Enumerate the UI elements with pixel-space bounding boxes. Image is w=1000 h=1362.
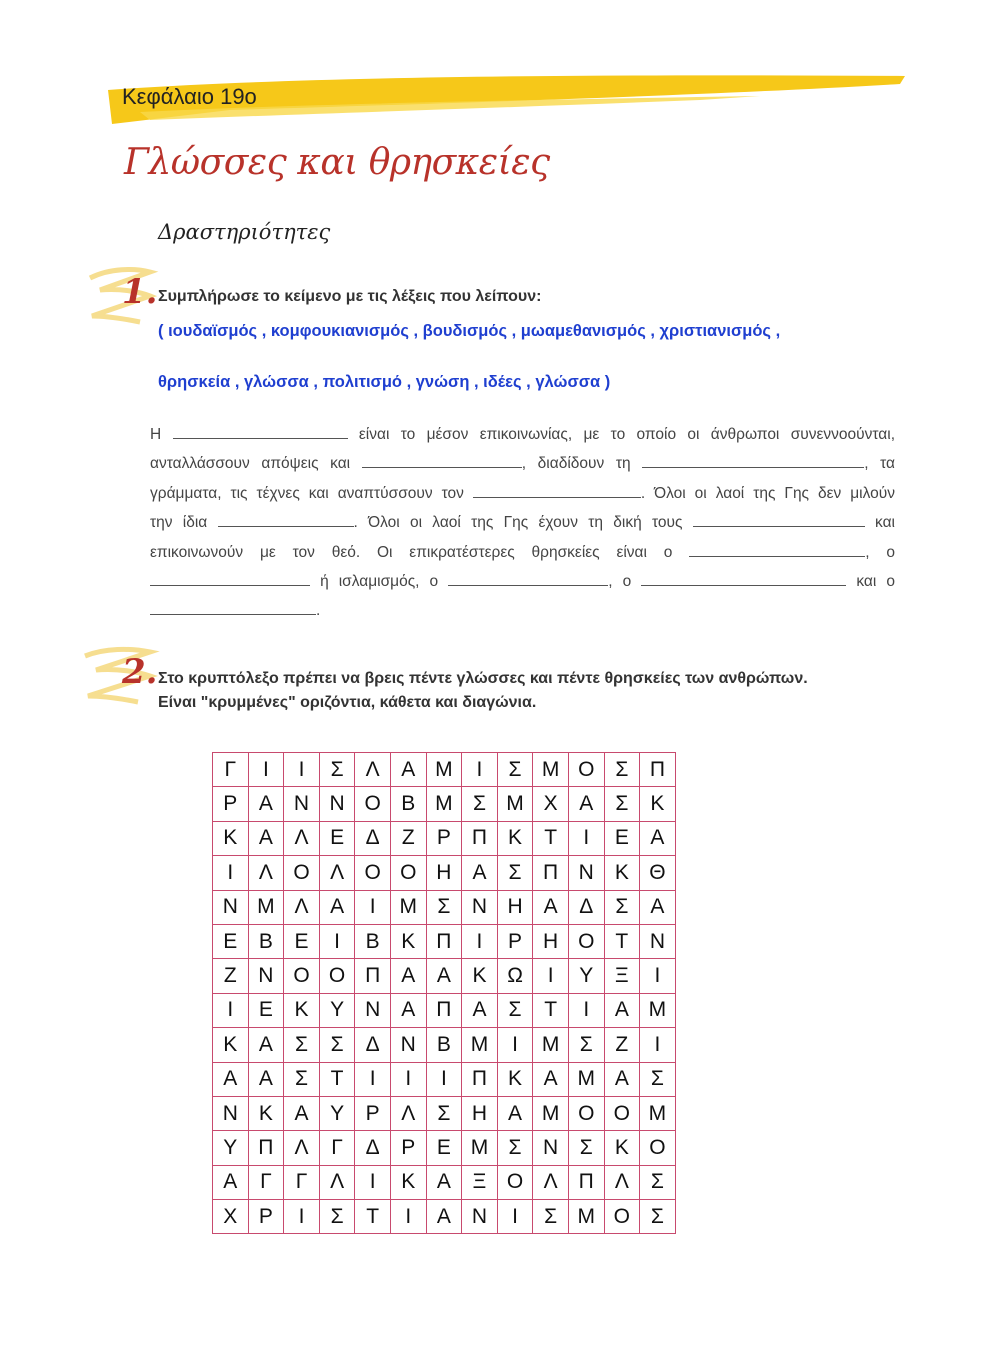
chapter-label: Κεφάλαιο 19ο xyxy=(122,84,257,109)
grid-row xyxy=(213,959,676,993)
grid-cell[interactable]: Κ xyxy=(248,1096,284,1130)
section-subtitle: Δραστηριότητες xyxy=(158,220,331,244)
grid-cell[interactable]: Μ xyxy=(497,787,533,821)
grid-cell[interactable]: Σ xyxy=(640,1165,676,1199)
grid-cell[interactable]: Λ xyxy=(390,1096,426,1130)
grid-cell[interactable]: Μ xyxy=(462,1131,498,1165)
grid-cell[interactable]: Α xyxy=(426,1200,462,1234)
grid-cell[interactable]: Ν xyxy=(355,993,391,1027)
grid-cell[interactable]: Ν xyxy=(390,1028,426,1062)
grid-cell[interactable]: Ι xyxy=(319,924,355,958)
grid-cell[interactable]: Δ xyxy=(568,890,604,924)
grid-cell[interactable]: Β xyxy=(426,1028,462,1062)
grid-cell[interactable]: Τ xyxy=(533,821,569,855)
paragraph-line xyxy=(150,538,895,567)
grid-cell[interactable]: Ο xyxy=(390,856,426,890)
grid-row xyxy=(213,753,676,787)
grid-cell[interactable]: Μ xyxy=(426,787,462,821)
grid-cell[interactable]: Ι xyxy=(568,821,604,855)
grid-cell[interactable]: Π xyxy=(640,753,676,787)
grid-cell[interactable]: Ν xyxy=(213,1096,249,1130)
grid-row xyxy=(213,787,676,821)
blank-field[interactable] xyxy=(448,569,608,586)
grid-cell[interactable]: Τ xyxy=(533,993,569,1027)
grid-cell[interactable]: Β xyxy=(248,924,284,958)
grid-cell[interactable]: Β xyxy=(355,924,391,958)
grid-cell[interactable]: Λ xyxy=(319,1165,355,1199)
grid-cell[interactable]: Λ xyxy=(248,856,284,890)
text-segment: γράμματα, τις τέχνες και αναπτύσσουν τον xyxy=(150,484,464,502)
grid-cell[interactable]: Ι xyxy=(533,959,569,993)
grid-cell[interactable]: Κ xyxy=(390,924,426,958)
grid-cell[interactable]: Ν xyxy=(640,924,676,958)
grid-row xyxy=(213,924,676,958)
grid-cell[interactable]: Σ xyxy=(640,1200,676,1234)
grid-cell[interactable]: Μ xyxy=(533,1028,569,1062)
grid-cell[interactable]: Τ xyxy=(319,1062,355,1096)
text-segment: ή ισλαμισμός, ο xyxy=(320,572,439,590)
grid-cell[interactable]: Ν xyxy=(568,856,604,890)
text-segment: . Όλοι οι λαοί της Γης έχουν τη δική τους xyxy=(353,514,683,532)
grid-cell[interactable]: Α xyxy=(390,959,426,993)
grid-cell[interactable]: Μ xyxy=(390,890,426,924)
grid-cell[interactable]: Α xyxy=(248,787,284,821)
grid-cell[interactable]: Ζ xyxy=(390,821,426,855)
grid-cell[interactable]: Ρ xyxy=(497,924,533,958)
blank-field[interactable] xyxy=(173,422,348,439)
grid-cell[interactable]: Ι xyxy=(390,1200,426,1234)
grid-cell[interactable]: Υ xyxy=(213,1131,249,1165)
grid-cell[interactable]: Ε xyxy=(213,924,249,958)
grid-cell[interactable]: Δ xyxy=(355,1131,391,1165)
text-segment: επικοινωνούν με τον θεό. Οι επικρατέστερες θρησκείες είναι ο xyxy=(150,543,673,561)
activity-2-instruction-line-1: Στο κρυπτόλεξο πρέπει να βρεις πέντε γλώσσες και πέντε θρησκείες των ανθρώπων. xyxy=(158,670,808,687)
grid-cell[interactable]: Κ xyxy=(284,993,320,1027)
grid-cell[interactable]: Ο xyxy=(284,856,320,890)
grid-cell[interactable]: Α xyxy=(533,890,569,924)
grid-cell[interactable]: Σ xyxy=(568,1028,604,1062)
grid-cell[interactable]: Θ xyxy=(640,856,676,890)
paragraph-line xyxy=(150,596,895,625)
grid-cell[interactable]: Ξ xyxy=(604,959,640,993)
blank-field[interactable] xyxy=(642,451,864,468)
grid-cell[interactable]: Π xyxy=(248,1131,284,1165)
grid-cell[interactable]: Α xyxy=(390,753,426,787)
grid-cell[interactable]: Ι xyxy=(355,890,391,924)
grid-cell[interactable]: Ι xyxy=(355,1062,391,1096)
grid-cell[interactable]: Τ xyxy=(604,924,640,958)
blank-field[interactable] xyxy=(641,569,846,586)
grid-cell[interactable]: Ο xyxy=(568,753,604,787)
grid-cell[interactable]: Λ xyxy=(533,1165,569,1199)
grid-cell[interactable]: Ε xyxy=(319,821,355,855)
grid-cell[interactable]: Σ xyxy=(604,890,640,924)
text-segment: , ο xyxy=(865,543,895,561)
grid-cell[interactable]: Λ xyxy=(355,753,391,787)
grid-row xyxy=(213,1096,676,1130)
grid-cell[interactable]: Η xyxy=(533,924,569,958)
grid-cell[interactable]: Ω xyxy=(497,959,533,993)
text-segment: και xyxy=(875,514,895,532)
grid-cell[interactable]: Κ xyxy=(604,1131,640,1165)
grid-cell[interactable]: Α xyxy=(248,821,284,855)
grid-cell[interactable]: Α xyxy=(462,856,498,890)
activity-2-instruction-line-2: Είναι "κρυμμένες" οριζόντια, κάθετα και διαγώνια. xyxy=(158,694,537,711)
grid-cell[interactable]: Ζ xyxy=(604,1028,640,1062)
grid-row xyxy=(213,856,676,890)
grid-cell[interactable]: Λ xyxy=(284,1131,320,1165)
grid-cell[interactable]: Λ xyxy=(284,890,320,924)
grid-cell[interactable]: Α xyxy=(284,1096,320,1130)
grid-cell[interactable]: Α xyxy=(319,890,355,924)
grid-cell[interactable]: Λ xyxy=(604,1165,640,1199)
grid-cell[interactable]: Ι xyxy=(640,1028,676,1062)
grid-cell[interactable]: Α xyxy=(213,1165,249,1199)
grid-cell[interactable]: Α xyxy=(390,993,426,1027)
grid-cell[interactable]: Σ xyxy=(284,1062,320,1096)
grid-cell[interactable]: Α xyxy=(213,1062,249,1096)
grid-cell[interactable]: Π xyxy=(426,993,462,1027)
grid-cell[interactable]: Κ xyxy=(213,1028,249,1062)
grid-cell[interactable]: Κ xyxy=(497,1062,533,1096)
grid-cell[interactable]: Ι xyxy=(390,1062,426,1096)
text-segment: . xyxy=(316,602,321,620)
grid-row xyxy=(213,821,676,855)
grid-cell[interactable]: Α xyxy=(248,1062,284,1096)
grid-cell[interactable]: Ο xyxy=(497,1165,533,1199)
grid-cell[interactable]: Α xyxy=(497,1096,533,1130)
text-segment: την ίδια xyxy=(150,514,208,532)
grid-cell[interactable]: Λ xyxy=(284,821,320,855)
grid-cell[interactable]: Ο xyxy=(284,959,320,993)
blank-field[interactable] xyxy=(362,451,522,468)
grid-cell[interactable]: Σ xyxy=(319,1028,355,1062)
grid-cell[interactable]: Μ xyxy=(640,993,676,1027)
grid-cell[interactable]: Η xyxy=(462,1096,498,1130)
grid-cell[interactable]: Ν xyxy=(462,890,498,924)
grid-cell[interactable]: Ν xyxy=(533,1131,569,1165)
text-segment: Η xyxy=(150,426,162,443)
grid-cell[interactable]: Ι xyxy=(355,1165,391,1199)
grid-cell[interactable]: Π xyxy=(355,959,391,993)
grid-cell[interactable]: Κ xyxy=(213,821,249,855)
word-search-grid xyxy=(212,752,676,1234)
grid-cell[interactable]: Σ xyxy=(426,1096,462,1130)
grid-cell[interactable]: Β xyxy=(390,787,426,821)
grid-cell[interactable]: Α xyxy=(426,1165,462,1199)
grid-cell[interactable]: Ρ xyxy=(355,1096,391,1130)
paragraph-line xyxy=(150,449,895,478)
grid-cell[interactable]: Μ xyxy=(568,1200,604,1234)
grid-cell[interactable]: Α xyxy=(426,959,462,993)
grid-cell[interactable]: Σ xyxy=(497,856,533,890)
grid-cell[interactable]: Κ xyxy=(390,1165,426,1199)
grid-cell[interactable]: Ν xyxy=(319,787,355,821)
grid-cell[interactable]: Π xyxy=(462,821,498,855)
grid-cell[interactable]: Ν xyxy=(248,959,284,993)
grid-cell[interactable]: Ο xyxy=(568,924,604,958)
grid-cell[interactable]: Χ xyxy=(533,787,569,821)
grid-cell[interactable]: Ι xyxy=(568,993,604,1027)
grid-row xyxy=(213,1131,676,1165)
grid-cell[interactable]: Ξ xyxy=(462,1165,498,1199)
grid-cell[interactable]: Ν xyxy=(213,890,249,924)
grid-cell[interactable]: Υ xyxy=(568,959,604,993)
grid-cell[interactable]: Γ xyxy=(213,753,249,787)
grid-cell[interactable]: Ε xyxy=(248,993,284,1027)
grid-cell[interactable]: Ι xyxy=(213,856,249,890)
grid-cell[interactable]: Κ xyxy=(640,787,676,821)
grid-row xyxy=(213,1165,676,1199)
paragraph-line xyxy=(150,567,895,596)
grid-cell[interactable]: Σ xyxy=(568,1131,604,1165)
grid-cell[interactable]: Ο xyxy=(355,856,391,890)
grid-cell[interactable]: Ι xyxy=(284,753,320,787)
text-segment: είναι το μέσον επικοινωνίας, με το οποίο οι άνθρωποι συνεννοούνται, xyxy=(358,426,895,443)
grid-cell[interactable]: Ι xyxy=(248,753,284,787)
activity-1-number: 1. xyxy=(122,272,158,312)
grid-cell[interactable]: Ο xyxy=(319,959,355,993)
grid-cell[interactable]: Α xyxy=(248,1028,284,1062)
grid-cell[interactable]: Ι xyxy=(426,1062,462,1096)
grid-cell[interactable]: Δ xyxy=(355,821,391,855)
grid-cell[interactable]: Μ xyxy=(533,1096,569,1130)
grid-cell[interactable]: Ρ xyxy=(390,1131,426,1165)
grid-cell[interactable]: Ν xyxy=(284,787,320,821)
grid-cell[interactable]: Σ xyxy=(604,787,640,821)
grid-cell[interactable]: Σ xyxy=(604,753,640,787)
grid-cell[interactable]: Ο xyxy=(640,1131,676,1165)
grid-cell[interactable]: Ο xyxy=(355,787,391,821)
grid-cell[interactable]: Ι xyxy=(640,959,676,993)
grid-cell[interactable]: Μ xyxy=(248,890,284,924)
word-bank-line-2: θρησκεία , γλώσσα , πολιτισμό , γνώση , ιδέες , γλώσσα ) xyxy=(158,373,611,391)
grid-cell[interactable]: Ν xyxy=(462,1200,498,1234)
grid-cell[interactable]: Μ xyxy=(568,1062,604,1096)
grid-cell[interactable]: Τ xyxy=(355,1200,391,1234)
grid-cell[interactable]: Η xyxy=(497,890,533,924)
blank-field[interactable] xyxy=(150,569,310,586)
grid-row xyxy=(213,993,676,1027)
grid-cell[interactable]: Η xyxy=(426,856,462,890)
paragraph-line xyxy=(150,479,895,508)
word-bank-line-1: ( ιουδαϊσμός , κομφουκιανισμός , βουδισμός , μωαμεθανισμός , χριστιανισμός , xyxy=(158,322,781,340)
text-segment: , τα xyxy=(864,455,896,473)
blank-field[interactable] xyxy=(150,598,316,615)
grid-cell[interactable]: Σ xyxy=(426,890,462,924)
grid-cell[interactable]: Ι xyxy=(462,753,498,787)
grid-cell[interactable]: Α xyxy=(604,1062,640,1096)
grid-cell[interactable]: Ο xyxy=(604,1200,640,1234)
grid-cell[interactable]: Ε xyxy=(284,924,320,958)
grid-cell[interactable]: Κ xyxy=(462,959,498,993)
grid-cell[interactable]: Π xyxy=(426,924,462,958)
grid-cell[interactable]: Ρ xyxy=(426,821,462,855)
text-segment: , ο xyxy=(608,572,632,590)
grid-cell[interactable]: Σ xyxy=(497,753,533,787)
grid-cell[interactable]: Κ xyxy=(497,821,533,855)
grid-cell[interactable]: Ρ xyxy=(248,1200,284,1234)
grid-cell[interactable]: Κ xyxy=(604,856,640,890)
activity-2-number: 2. xyxy=(122,652,158,692)
grid-cell[interactable]: Ρ xyxy=(213,787,249,821)
grid-cell[interactable]: Λ xyxy=(319,856,355,890)
grid-cell[interactable]: Υ xyxy=(319,993,355,1027)
grid-cell[interactable]: Σ xyxy=(319,753,355,787)
activity-1-instruction: Συμπλήρωσε το κείμενο με τις λέξεις που λείπουν: xyxy=(158,288,542,305)
grid-cell[interactable]: Σ xyxy=(497,993,533,1027)
blank-field[interactable] xyxy=(689,540,865,557)
grid-cell[interactable]: Μ xyxy=(640,1096,676,1130)
grid-cell[interactable]: Ι xyxy=(213,993,249,1027)
text-segment: , διαδίδουν τη xyxy=(521,455,631,473)
grid-cell[interactable]: Ο xyxy=(568,1096,604,1130)
grid-cell[interactable]: Ζ xyxy=(213,959,249,993)
grid-cell[interactable]: Α xyxy=(462,993,498,1027)
grid-row xyxy=(213,890,676,924)
text-segment: και ο xyxy=(856,572,895,590)
grid-cell[interactable]: Μ xyxy=(533,753,569,787)
page-title: Γλώσσες και θρησκείες xyxy=(124,142,550,183)
grid-row xyxy=(213,1200,676,1234)
fill-in-paragraph xyxy=(150,420,895,626)
grid-row xyxy=(213,1062,676,1096)
grid-cell[interactable]: Μ xyxy=(462,1028,498,1062)
grid-cell[interactable]: Γ xyxy=(284,1165,320,1199)
grid-cell[interactable]: Ε xyxy=(426,1131,462,1165)
grid-row xyxy=(213,1028,676,1062)
grid-cell[interactable]: Μ xyxy=(426,753,462,787)
grid-cell[interactable]: Ο xyxy=(604,1096,640,1130)
grid-cell[interactable]: Υ xyxy=(319,1096,355,1130)
grid-cell[interactable]: Α xyxy=(533,1062,569,1096)
grid-cell[interactable]: Ι xyxy=(497,1200,533,1234)
grid-cell[interactable]: Ι xyxy=(462,924,498,958)
grid-cell[interactable]: Σ xyxy=(640,1062,676,1096)
grid-cell[interactable]: Π xyxy=(533,856,569,890)
grid-cell[interactable]: Α xyxy=(568,787,604,821)
grid-cell[interactable]: Γ xyxy=(319,1131,355,1165)
grid-cell[interactable]: Α xyxy=(640,890,676,924)
blank-field[interactable] xyxy=(693,510,865,527)
grid-cell[interactable]: Σ xyxy=(497,1131,533,1165)
grid-cell[interactable]: Α xyxy=(604,993,640,1027)
grid-cell[interactable]: Σ xyxy=(319,1200,355,1234)
grid-cell[interactable]: Π xyxy=(568,1165,604,1199)
grid-cell[interactable]: Δ xyxy=(355,1028,391,1062)
grid-cell[interactable]: Α xyxy=(640,821,676,855)
grid-cell[interactable]: Ι xyxy=(497,1028,533,1062)
grid-cell[interactable]: Σ xyxy=(533,1200,569,1234)
paragraph-line xyxy=(150,420,895,449)
paragraph-line xyxy=(150,508,895,537)
blank-field[interactable] xyxy=(218,510,354,527)
grid-cell[interactable]: Γ xyxy=(248,1165,284,1199)
grid-cell[interactable]: Χ xyxy=(213,1200,249,1234)
grid-cell[interactable]: Π xyxy=(462,1062,498,1096)
grid-cell[interactable]: Ε xyxy=(604,821,640,855)
grid-cell[interactable]: Σ xyxy=(462,787,498,821)
text-segment: . Όλοι οι λαοί της Γης δεν μιλούν xyxy=(640,484,895,502)
blank-field[interactable] xyxy=(473,481,641,498)
text-segment: ανταλλάσσουν απόψεις και xyxy=(150,455,351,473)
grid-cell[interactable]: Σ xyxy=(284,1028,320,1062)
grid-cell[interactable]: Ι xyxy=(284,1200,320,1234)
